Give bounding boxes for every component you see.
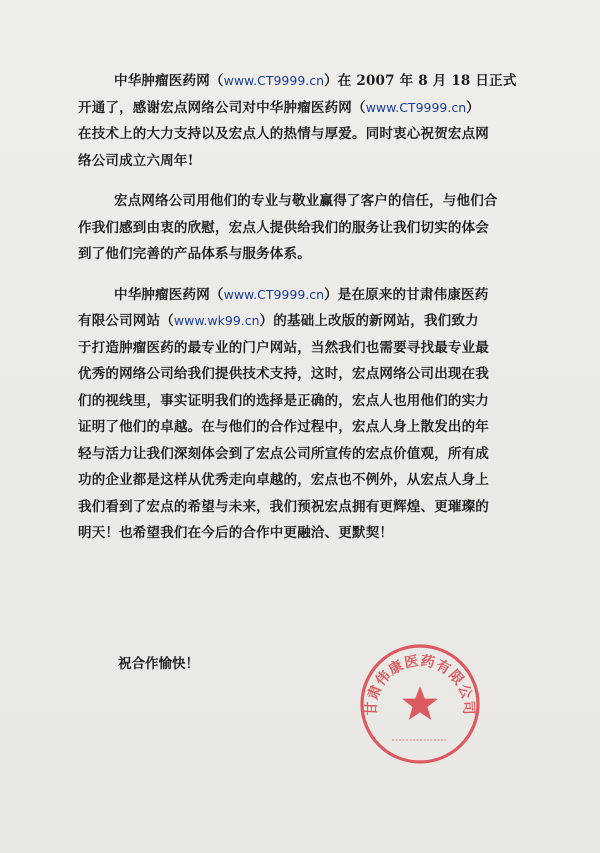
text-segment: 开通了，感谢宏点网络公司对中华肿瘤医药网（ [78, 99, 366, 116]
paragraph-3-line-7: 轻与活力让我们深刻体会到了宏点公司所宣传的宏点价值观，所有成 [78, 445, 489, 462]
paragraph-gap [78, 174, 528, 188]
text-segment: 中华肿瘤医药网（ [114, 286, 224, 303]
paragraph-3-line-4: 优秀的网络公司给我们提供技术支持，这时，宏点网络公司出现在我 [78, 366, 489, 382]
text-segment: ）的基础上改版的新网站，我们致力 [259, 313, 479, 329]
paragraph-2-line-3: 到了他们完善的产品体系与服务体系。 [78, 246, 311, 262]
website-link: www.CT9999.cn [365, 99, 467, 115]
text-segment: ）是在原来的甘肃伟康医药 [324, 286, 489, 303]
website-link: www.CT9999.cn [223, 73, 325, 88]
paragraph-3-line-3: 于打造肿瘤医药的最专业的门户网站，当然我们也需要寻找最专业最 [78, 339, 489, 356]
company-seal [356, 640, 484, 768]
text-segment: ） [466, 99, 480, 116]
paragraph-3-line-1 [78, 282, 528, 309]
paragraph-2-line-2: 作我们感到由衷的欣慰，宏点人提供给我们的服务让我们切实的体会 [78, 219, 489, 236]
paragraph-2-line-1: 宏点网络公司用他们的专业与敬业赢得了客户的信任，与他们合 [114, 193, 498, 209]
text-segment: 有限公司网站（ [78, 313, 174, 329]
website-link: www.CT9999.cn [223, 286, 325, 302]
paragraph-3-line-9: 我们看到了宏点的希望与未来，我们预祝宏点拥有更辉煌、更璀璨的 [78, 498, 489, 515]
paragraph-3-line-8: 功的企业都是这样从优秀走向卓越的，宏点也不例外，从宏点人身上 [78, 472, 489, 488]
paragraph-1-line-1 [78, 68, 528, 95]
paragraph-1-line-4: 络公司成立六周年! [78, 152, 194, 169]
seal-text: 甘肃伟康医药有限公司 [363, 653, 477, 716]
letter-body [78, 68, 528, 547]
paragraph-3-line-10: 明天！也希望我们在今后的合作中更融洽、更默契！ [78, 525, 394, 541]
seal-stamp-icon [356, 640, 484, 768]
closing-line: 祝合作愉快！ [118, 656, 199, 672]
paragraph-3-line-2 [78, 308, 528, 335]
text-segment: 中华肿瘤医药网（ [114, 73, 224, 89]
paragraph-1-line-2 [78, 95, 528, 122]
paragraph-1-line-3: 在技术上的大力支持以及宏点人的热情与厚爱。同时衷心祝贺宏点网 [78, 126, 489, 142]
text-segment: ）在 2007 年 8 月 18 日正式 [324, 73, 517, 89]
website-link: www.wk99.cn [173, 313, 260, 328]
paragraph-gap [78, 268, 528, 282]
paragraph-3-line-5: 们的视线里，事实证明我们的选择是正确的，宏点人也用他们的实力 [78, 392, 489, 409]
paragraph-3-line-6: 证明了他们的卓越。在与他们的合作过程中，宏点人身上散发出的年 [78, 419, 489, 435]
